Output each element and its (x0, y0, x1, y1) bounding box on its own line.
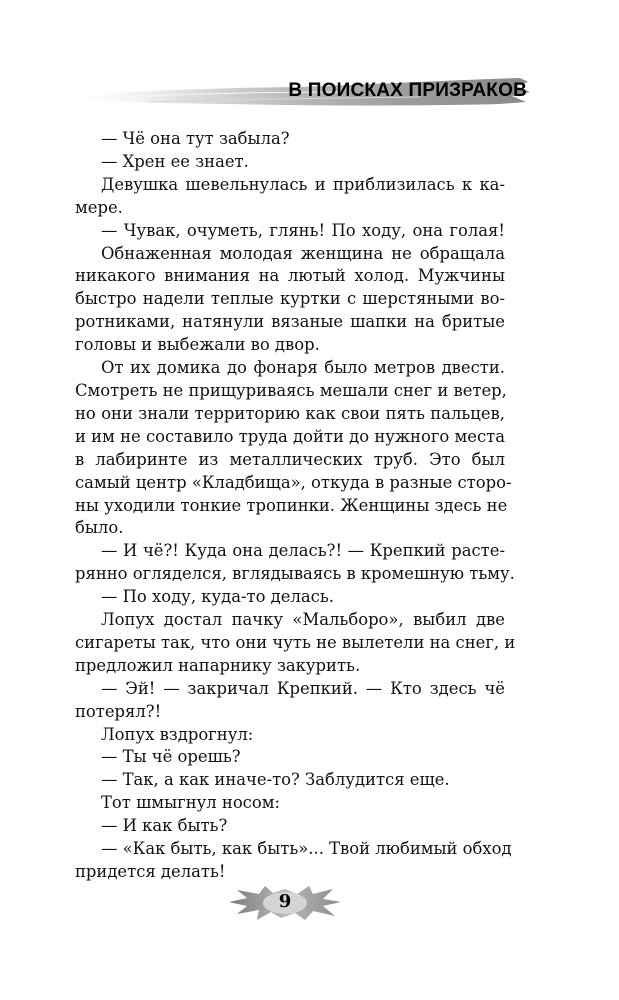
text-line: в лабиринте из металлических труб. Это был (75, 449, 505, 469)
text-line: Тот шмыгнул носом: (101, 793, 281, 813)
text-line: — По ходу, куда-то делась. (101, 587, 334, 607)
text-line: рянно огляделся, вглядываясь в кромешную тьму. (75, 564, 515, 584)
body-text (75, 128, 516, 884)
text-line: предложил напарнику закурить. (75, 655, 361, 675)
text-line: Смотреть не прищуриваясь мешали снег и ветер, (75, 380, 507, 400)
text-line: Лопух вздрогнул: (101, 724, 254, 744)
text-line: головы и выбежали во двор. (75, 335, 320, 355)
text-line: быстро надели теплые куртки с шерстяными во- (75, 289, 505, 309)
text-line: — И как быть? (101, 816, 228, 836)
text-line: мере. (75, 197, 123, 217)
text-line: ны уходили тонкие тропинки. Женщины здесь не (75, 495, 508, 515)
text-line: но они знали территорию как свои пять пальцев, (75, 403, 505, 423)
page-number: 9 (278, 891, 292, 912)
text-line: — Чё она тут забыла? (101, 129, 290, 148)
text-line: — Хрен ее знает. (101, 151, 249, 171)
text-line: — Ты чё орешь? (101, 747, 241, 767)
text-line: — «Как быть, как быть»... Твой любимый обход (101, 839, 512, 859)
text-line: Лопух достал пачку «Мальборо», выбил две (101, 610, 505, 630)
text-line: ротниками, натянули вязаные шапки на бритые (75, 312, 505, 332)
text-line: — Чувак, очуметь, глянь! По ходу, она голая! (101, 220, 505, 240)
text-line: самый центр «Кладбища», откуда в разные сторо- (75, 472, 512, 492)
text-line: — И чё?! Куда она делась?! — Крепкий расте- (101, 541, 505, 561)
text-line: потерял?! (75, 701, 162, 721)
text-line: — Эй! — закричал Крепкий. — Кто здесь чё (101, 678, 505, 698)
text-line: было. (75, 518, 124, 538)
text-line: Девушка шевельнулась и приблизилась к ка- (101, 174, 505, 194)
page-folio (225, 880, 345, 926)
text-line: От их домика до фонаря было метров двести. (101, 358, 505, 378)
running-title: В ПОИСКАХ ПРИЗРАКОВ (288, 80, 527, 101)
text-line: Обнаженная молодая женщина не обращала (101, 243, 505, 263)
running-header (0, 62, 619, 122)
text-line: — Так, а как иначе-то? Заблудится еще. (101, 770, 450, 790)
text-line: и им не составило труда дойти до нужного места (75, 426, 505, 446)
text-line: никакого внимания на лютый холод. Мужчины (75, 266, 505, 286)
text-line: придется делать! (75, 862, 226, 881)
text-line: сигареты так, что они чуть не вылетели на снег, и (75, 632, 516, 652)
